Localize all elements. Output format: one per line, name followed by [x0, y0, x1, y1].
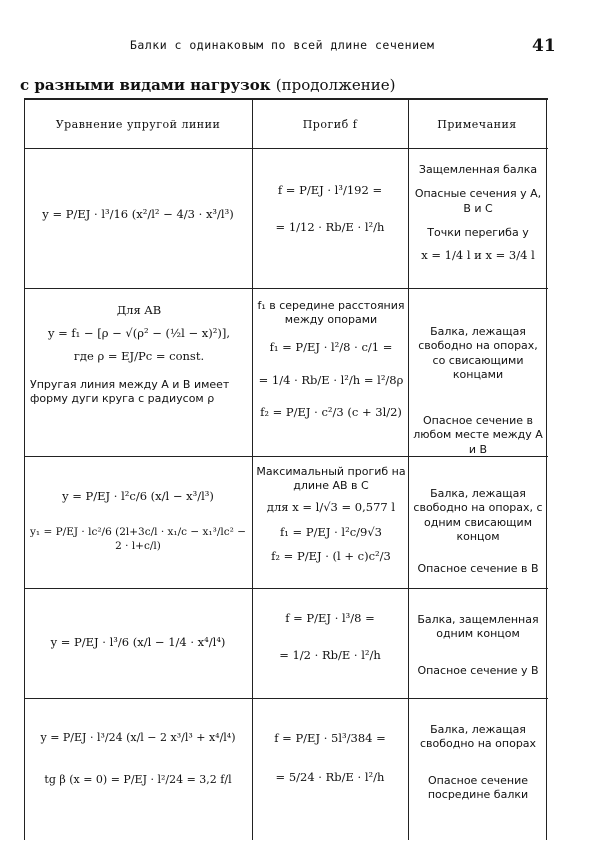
equation-line: y = P/EJ · l²c/6 (x/l − x³/l³) — [62, 489, 214, 503]
equation-line: где ρ = EJ/Pc = const. — [73, 348, 205, 363]
deflection-line: = 5/24 · Rb/E · l²/h — [275, 769, 385, 784]
note-line: Точки перегиба у — [427, 225, 529, 239]
table-title-continued: (продолжение) — [275, 76, 396, 94]
deflection-line: Максимальный прогиб на длине AB в C — [256, 465, 406, 493]
deflection-line: f₁ = P/EJ · l²/8 · c/1 = — [269, 339, 393, 354]
row-1-notes — [412, 160, 544, 266]
note-line: Опасное сечение посредине балки — [427, 773, 529, 801]
deflection-line: f₂ = P/EJ · (l + c)c²/3 — [271, 549, 391, 564]
table-border-left — [24, 100, 25, 840]
equation-line: y₁ = P/EJ · lc²/6 (2l+3c/l · x₁/c − x₁³/lc² − 2 · l+c/l) — [30, 525, 246, 552]
note-line: Балка, лежащая свободно на опорах, с одним свисающим концом — [413, 487, 543, 543]
deflection-line: f₁ в середине расстояния между опорами — [257, 299, 405, 327]
row-5-equation — [26, 728, 250, 791]
deflection-line: = 1/2 · Rb/E · l²/h — [279, 647, 381, 662]
deflection-line: f₁ = P/EJ · l²c/9√3 — [280, 524, 382, 539]
equation-line: y = P/EJ · l³/24 (x/l − 2 x³/l³ + x⁴/l⁴) — [40, 731, 236, 744]
running-head: Балки с одинаковым по всей длине сечением — [130, 38, 435, 52]
note-line: x = 1/4 l и x = 3/4 l — [421, 248, 535, 263]
equation-line: y = P/EJ · l³/16 (x²/l² − 4/3 · x³/l³) — [42, 207, 234, 221]
note-line: Балка, лежащая свободно на опорах — [419, 723, 537, 751]
equation-line: Упругая линия между A и B имеет форму дуги круга с радиусом ρ — [30, 377, 230, 406]
row-2-equation — [30, 300, 248, 409]
row-5-notes — [412, 720, 544, 805]
note-line: Опасное сечение у B — [417, 663, 539, 677]
row-2-notes — [412, 322, 544, 460]
row-rule-3 — [24, 588, 548, 589]
deflection-line: = 1/12 · Rb/E · l²/h — [275, 219, 385, 234]
row-4-notes — [412, 610, 544, 681]
column-header-notes: Примечания — [437, 118, 517, 131]
note-line: Защемленная балка — [418, 163, 538, 176]
note-line: Балка, лежащая свободно на опорах, со свисающими концами — [418, 325, 538, 381]
deflection-line: для x = l/√3 = 0,577 l — [266, 499, 396, 514]
row-1-equation — [30, 204, 246, 225]
equation-line: tg β (x = 0) = P/EJ · l²/24 = 3,2 f/l — [44, 773, 232, 787]
note-line: Опасное сечение в любом месте между A и B — [413, 414, 543, 456]
equation-line: y = P/EJ · l³/6 (x/l − 1/4 · x⁴/l⁴) — [50, 635, 226, 649]
deflection-line: f = P/EJ · l³/8 = — [285, 611, 375, 625]
equation-line: y = f₁ − [ρ − √(ρ² − (½l − x)²)], — [47, 325, 231, 340]
deflection-line: f = P/EJ · 5l³/384 = — [274, 731, 386, 745]
column-divider-2 — [408, 100, 409, 840]
note-line: Опасные сечения у A, B и C — [414, 187, 542, 215]
header-rule — [24, 148, 548, 149]
deflection-line: f = P/EJ · l³/192 = — [277, 183, 383, 197]
row-5-deflection — [256, 728, 404, 788]
formula-table — [24, 98, 548, 840]
column-header-equation: Уравнение упругой линии — [55, 118, 221, 131]
row-3-deflection — [256, 462, 406, 567]
note-line: Опасное сечение в B — [417, 562, 539, 576]
page-number: 41 — [532, 36, 556, 56]
row-rule-4 — [24, 698, 548, 699]
table-border-right — [546, 100, 547, 840]
row-rule-1 — [24, 288, 548, 289]
table-title — [20, 76, 395, 94]
deflection-line: = 1/4 · Rb/E · l²/h = l²/8ρ — [258, 372, 404, 387]
column-header-deflection: Прогиб f — [302, 118, 358, 131]
equation-line: Для AB — [116, 303, 162, 317]
deflection-line: f₂ = P/EJ · c²/3 (c + 3l/2) — [260, 405, 402, 420]
column-divider-1 — [252, 100, 253, 840]
note-line: Балка, защемленная одним концом — [417, 613, 539, 641]
row-3-notes — [412, 484, 544, 579]
row-1-deflection — [256, 180, 404, 238]
table-title-main: с разными видами нагрузок — [20, 76, 271, 94]
row-2-deflection — [256, 296, 406, 423]
row-4-deflection — [256, 608, 404, 666]
row-4-equation — [30, 632, 246, 653]
row-3-equation — [26, 486, 250, 556]
